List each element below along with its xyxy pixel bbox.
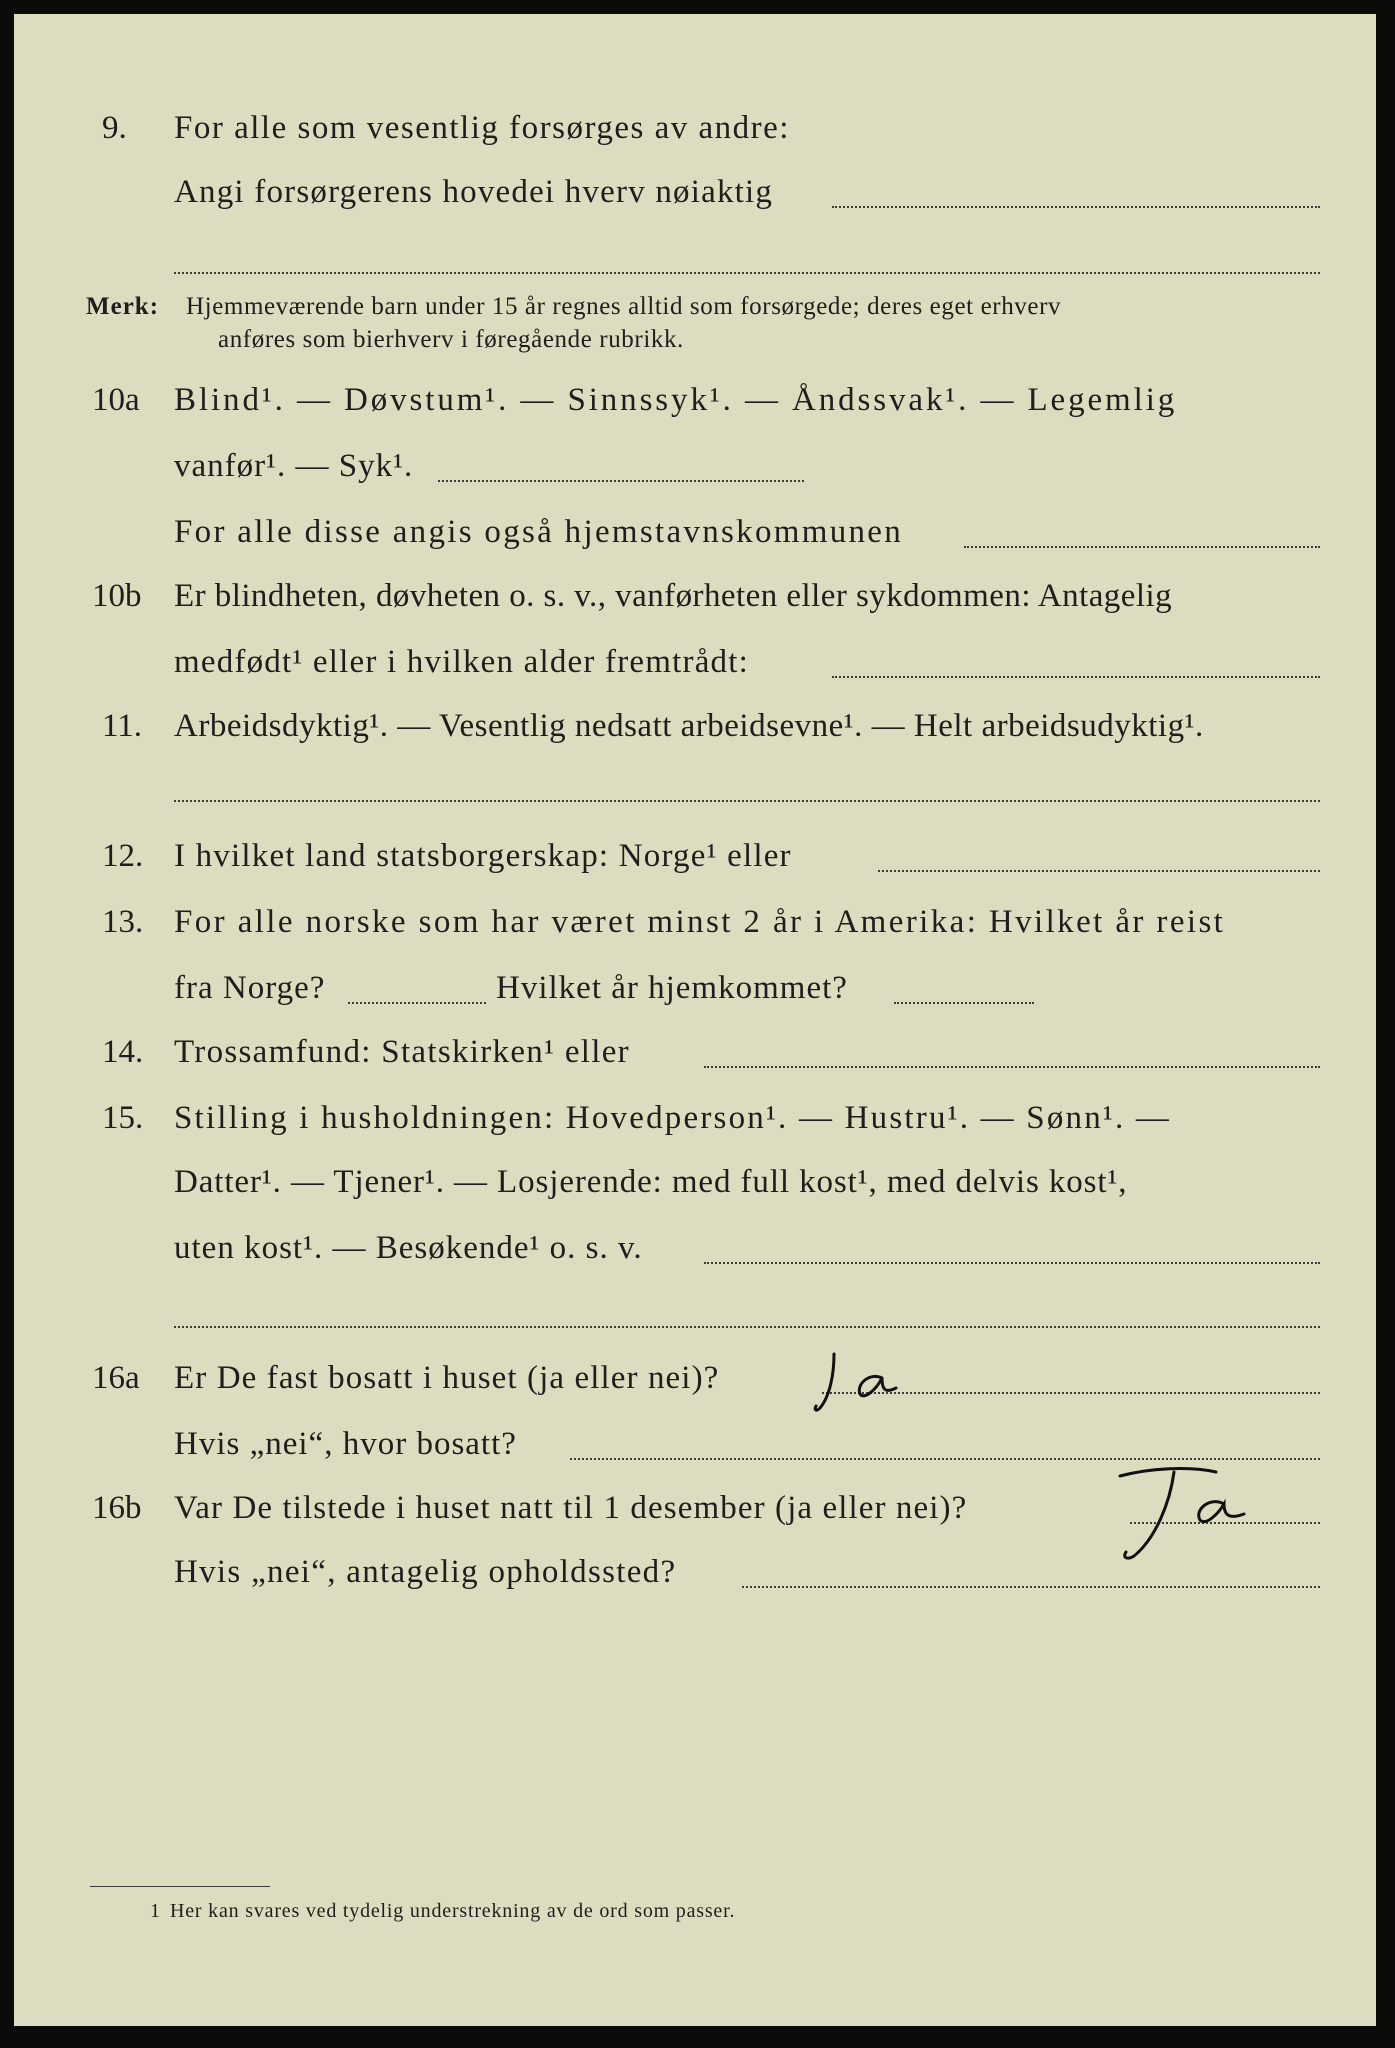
q9-text-line1: For alle som vesentlig forsørges av andre: <box>174 110 790 146</box>
q9-answer-line[interactable] <box>832 206 1320 208</box>
q16b-whereabouts-line[interactable] <box>742 1586 1320 1588</box>
q13-return-year-line[interactable] <box>894 1002 1034 1004</box>
q16b-text-line2: Hvis „nei“, antagelig opholdssted? <box>174 1554 677 1590</box>
q10b-text-line1: Er blindheten, døvheten o. s. v., vanførheten eller sykdommen: Antagelig <box>174 578 1173 614</box>
q16b-text-line1: Var De tilstede i huset natt til 1 desember (ja eller nei)? <box>174 1490 968 1526</box>
question-number-16b: 16b <box>92 1490 142 1526</box>
q9-text-line2: Angi forsørgerens hovedei hverv nøiaktig <box>174 174 774 210</box>
q16a-residence-line[interactable] <box>570 1458 1320 1460</box>
q15-text-line1: Stilling i husholdningen: Hovedperson¹. — Hustru¹. — Sønn¹. — <box>174 1100 1172 1136</box>
q16b-handwritten-answer <box>1100 1462 1270 1577</box>
merk-note-line1: Hjemmeværende barn under 15 år regnes alltid som forsørgede; deres eget erhverv <box>186 293 1062 320</box>
census-form-page <box>14 14 1376 2026</box>
q16a-handwritten-answer <box>812 1344 932 1429</box>
question-number-11: 11. <box>102 708 143 744</box>
q15-answer-line[interactable] <box>704 1262 1320 1264</box>
q11-text-line1: Arbeidsdyktig¹. — Vesentlig nedsatt arbeidsevne¹. — Helt arbeidsudyktig¹. <box>174 708 1204 744</box>
question-number-14: 14. <box>102 1034 144 1070</box>
q11-answer-line[interactable] <box>174 800 1320 802</box>
question-number-15: 15. <box>102 1100 144 1136</box>
question-number-10b: 10b <box>92 578 142 614</box>
q14-text-line1: Trossamfund: Statskirken¹ eller <box>174 1034 630 1070</box>
merk-note-line2: anføres som bierhverv i føregående rubrikk. <box>218 326 684 353</box>
q10a-hometown-line[interactable] <box>964 546 1320 548</box>
q13-text-line1: For alle norske som har været minst 2 år i Amerika: Hvilket år reist <box>174 904 1226 940</box>
q12-text-line1: I hvilket land statsborgerskap: Norge¹ eller <box>174 838 792 874</box>
q16a-text-line2: Hvis „nei“, hvor bosatt? <box>174 1426 517 1462</box>
q12-answer-line[interactable] <box>878 870 1320 872</box>
q10b-answer-line[interactable] <box>832 676 1320 678</box>
footnote-mark: 1 <box>150 1900 160 1922</box>
q15-answer-line-2[interactable] <box>174 1326 1320 1328</box>
footnote-text: Her kan svares ved tydelig understrekning av de ord som passer. <box>170 1900 736 1922</box>
q10b-text-line2: medfødt¹ eller i hvilken alder fremtrådt: <box>174 644 749 680</box>
q15-text-line2: Datter¹. — Tjener¹. — Losjerende: med full kost¹, med delvis kost¹, <box>174 1164 1128 1200</box>
question-number-10a: 10a <box>92 382 140 418</box>
q10a-text-line1: Blind¹. — Døvstum¹. — Sinnssyk¹. — Åndssvak¹. — Legemlig <box>174 382 1178 418</box>
question-number-9: 9. <box>102 110 127 146</box>
q15-text-line3: uten kost¹. — Besøkende¹ o. s. v. <box>174 1230 643 1266</box>
q13-text-line2b: Hvilket år hjemkommet? <box>496 970 848 1006</box>
q13-text-line2a: fra Norge? <box>174 970 326 1006</box>
q10a-text-line3: For alle disse angis også hjemstavnskommunen <box>174 514 904 550</box>
q10a-text-line2: vanfør¹. — Syk¹. <box>174 448 414 484</box>
footnote-rule <box>90 1886 270 1887</box>
question-number-12: 12. <box>102 838 144 874</box>
question-number-16a: 16a <box>92 1360 140 1396</box>
q16a-text-line1: Er De fast bosatt i huset (ja eller nei)? <box>174 1360 720 1396</box>
q10a-answer-line[interactable] <box>438 480 804 482</box>
q14-answer-line[interactable] <box>704 1066 1320 1068</box>
q13-departure-year-line[interactable] <box>348 1002 486 1004</box>
q9-answer-line-2[interactable] <box>174 272 1320 274</box>
merk-label: Merk: <box>86 293 160 320</box>
question-number-13: 13. <box>102 904 144 940</box>
